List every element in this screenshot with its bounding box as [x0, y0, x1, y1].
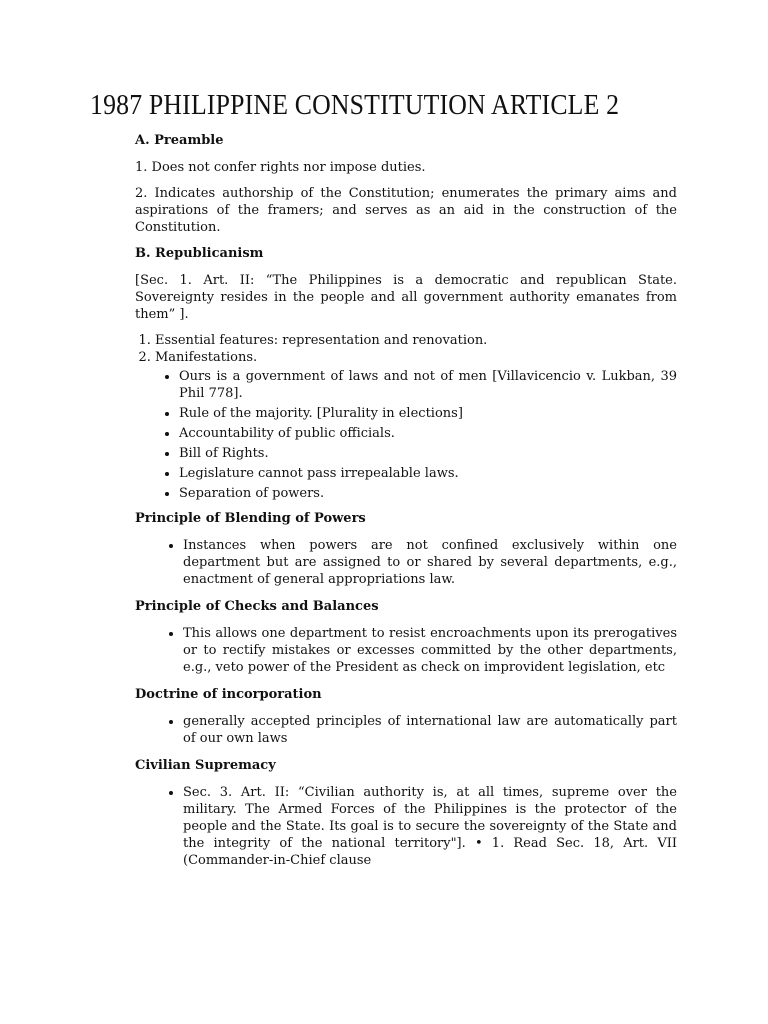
incorporation-heading: Doctrine of incorporation [135, 687, 322, 702]
checks-list [135, 625, 677, 676]
republicanism-quote: [Sec. 1. Art. II: “The Philippines is a democratic and republican State. Sovereignty resides in the people and all government authority emanates from them” ]. [135, 273, 677, 322]
list-item: • Sec. 3. Art. II: “Civilian authority is, at all times, supreme over the military. The Armed Forces of the Philippines is the protector of the people and the State. Its goal is to secure the sovereignty of the State and the integrity of the national territory"]. • 1. Read Sec. 18, Art. VII (Commander-in-Chief clause [183, 784, 677, 869]
civilian-heading: Civilian Supremacy [135, 758, 276, 773]
checks-heading: Principle of Checks and Balances [135, 599, 379, 614]
document-body [135, 132, 677, 879]
preamble-point-1: 1. Does not confer rights nor impose duties. [135, 160, 426, 175]
list-item: • Bill of Rights. [179, 445, 677, 462]
list-item: • Accountability of public officials. [179, 425, 677, 442]
republicanism-list [135, 332, 677, 502]
preamble-point-2: 2. Indicates authorship of the Constitution; enumerates the primary aims and aspirations of the framers; and serves as an aid in the construction of the Constitution. [135, 186, 677, 235]
list-item: 1. Essential features: representation and renovation. [155, 332, 677, 349]
incorporation-list [135, 713, 677, 747]
list-item: • Ours is a government of laws and not of men [Villavicencio v. Lukban, 39 Phil 778]. [179, 368, 677, 402]
list-item-label: Manifestations. [155, 350, 258, 365]
list-item [155, 349, 677, 502]
list-item: • Legislature cannot pass irrepealable laws. [179, 465, 677, 482]
page-title: 1987 PHILIPPINE CONSTITUTION ARTICLE 2 [90, 90, 620, 121]
list-item: • Separation of powers. [179, 485, 677, 502]
list-item: • generally accepted principles of international law are automatically part of our own laws [183, 713, 677, 747]
list-item: • Instances when powers are not confined exclusively within one department but are assigned to or shared by several departments, e.g., enactment of general appropriations law. [183, 537, 677, 588]
preamble-heading: A. Preamble [135, 133, 224, 148]
republicanism-heading: B. Republicanism [135, 246, 264, 261]
manifestations-list [155, 368, 677, 502]
blending-list [135, 537, 677, 588]
blending-heading: Principle of Blending of Powers [135, 511, 366, 526]
list-item: • This allows one department to resist encroachments upon its prerogatives or to rectify mistakes or excesses committed by the other departments, e.g., veto power of the President as check on improvident legislation, etc [183, 625, 677, 676]
list-item: • Rule of the majority. [Plurality in elections] [179, 405, 677, 422]
civilian-list [135, 784, 677, 869]
